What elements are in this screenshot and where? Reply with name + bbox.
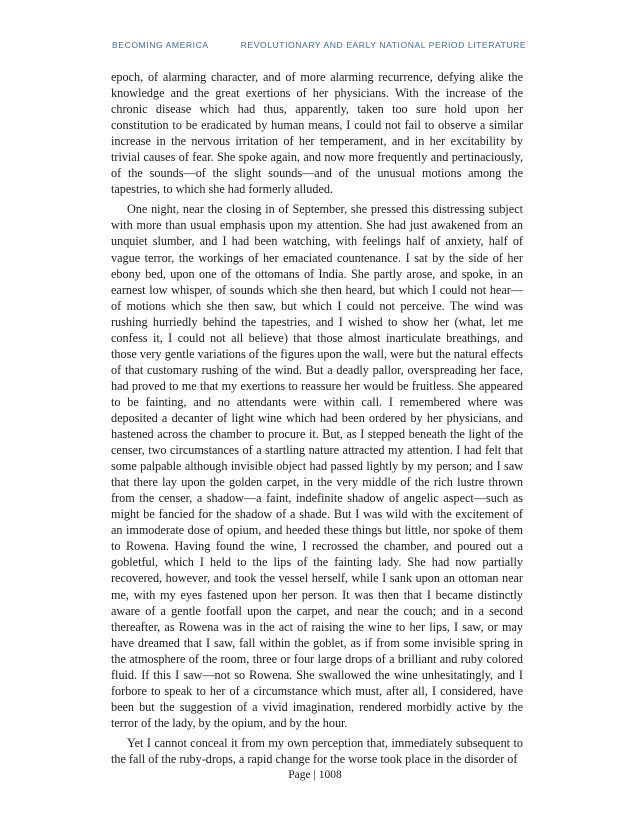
paragraph-september-night: One night, near the closing in of September, she pressed this distressing subject with more than usual emphasis upon my attention. She had just awakened from an unquiet slumber, and I had been watching, with feelings half of anxiety, half of vague terror, the workings of her emaciated countenance. I sat by the side of her ebony bed, upon one of the ottomans of India. She partly arose, and spoke, in an earnest low whisper, of sounds which she then heard, but which I could not hear—of motions which she then saw, but which I could not perceive. The wind was rushing hurriedly behind the tapestries, and I wished to show her (what, let me confess it, I could not all believe) that those almost inarticulate breathings, and those very gentle variations of the figures upon the wall, were but the natural effects of that customary rushing of the wind. But a deadly pallor, overspreading her face, had proved to me that my exertions to reassure her would be fruitless. She appeared to be fainting, and no attendants were within call. I remembered where was deposited a decanter of light wine which had been ordered by her physicians, and hastened across the chamber to procure it. But, as I stepped beneath the light of the censer, two circumstances of a startling nature attracted my attention. I had felt that some palpable although invisible object had passed lightly by my person; and I saw that there lay upon the golden carpet, in the very middle of the rich lustre thrown from the censer, a shadow—a faint, indefinite shadow of angelic aspect—such as might be fancied for the shadow of a shade. But I was wild with the excitement of an immoderate dose of opium, and heeded these things but little, nor spoke of them to Rowena. Having found the wine, I recrossed the chamber, and poured out a gobletful, which I held to the lips of the fainting lady. She had now partially recovered, however, and took the vessel herself, while I sank upon an ottoman near me, with my eyes fastened upon her person. It was then that I became distinctly aware of a gentle footfall upon the carpet, and near the couch; and in a second thereafter, as Rowena was in the act of raising the wine to her lips, I saw, or may have dreamed that I saw, fall within the goblet, as if from some invisible spring in the atmosphere of the room, three or four large drops of a brilliant and ruby colored fluid. If this I saw—not so Rowena. She swallowed the wine unhesitatingly, and I forbore to speak to her of a circumstance which must, after all, I considered, have been but the suggestion of a vivid imagination, rendered morbidly active by the terror of the lady, by the opium, and by the hour. [111,202,523,730]
running-header [112,40,532,50]
page-body [111,69,523,771]
paragraph-ruby-drops: Yet I cannot conceal it from my own perception that, immediately subsequent to the fall of the ruby-drops, a rapid change for the worse took place in the disorder of [111,735,523,766]
book-title: BECOMING AMERICA [112,40,209,50]
page-number: Page | 1008 [288,769,342,781]
paragraph-continuation: epoch, of alarming character, and of more alarming recurrence, defying alike the knowledge and the great exertions of her physicians. With the increase of the chronic disease which had thus, apparently, taken too sure hold upon her constitution to be eradicated by human means, I could not fail to observe a similar increase in the nervous irritation of her temperament, and in her excitability by trivial causes of fear. She spoke again, and now more frequently and pertinaciously, of the sounds—of the slight sounds—and of the unusual motions among the tapestries, to which she had formerly alluded. [111,70,523,197]
section-title: REVOLUTIONARY AND EARLY NATIONAL PERIOD LITERATURE [240,40,527,50]
